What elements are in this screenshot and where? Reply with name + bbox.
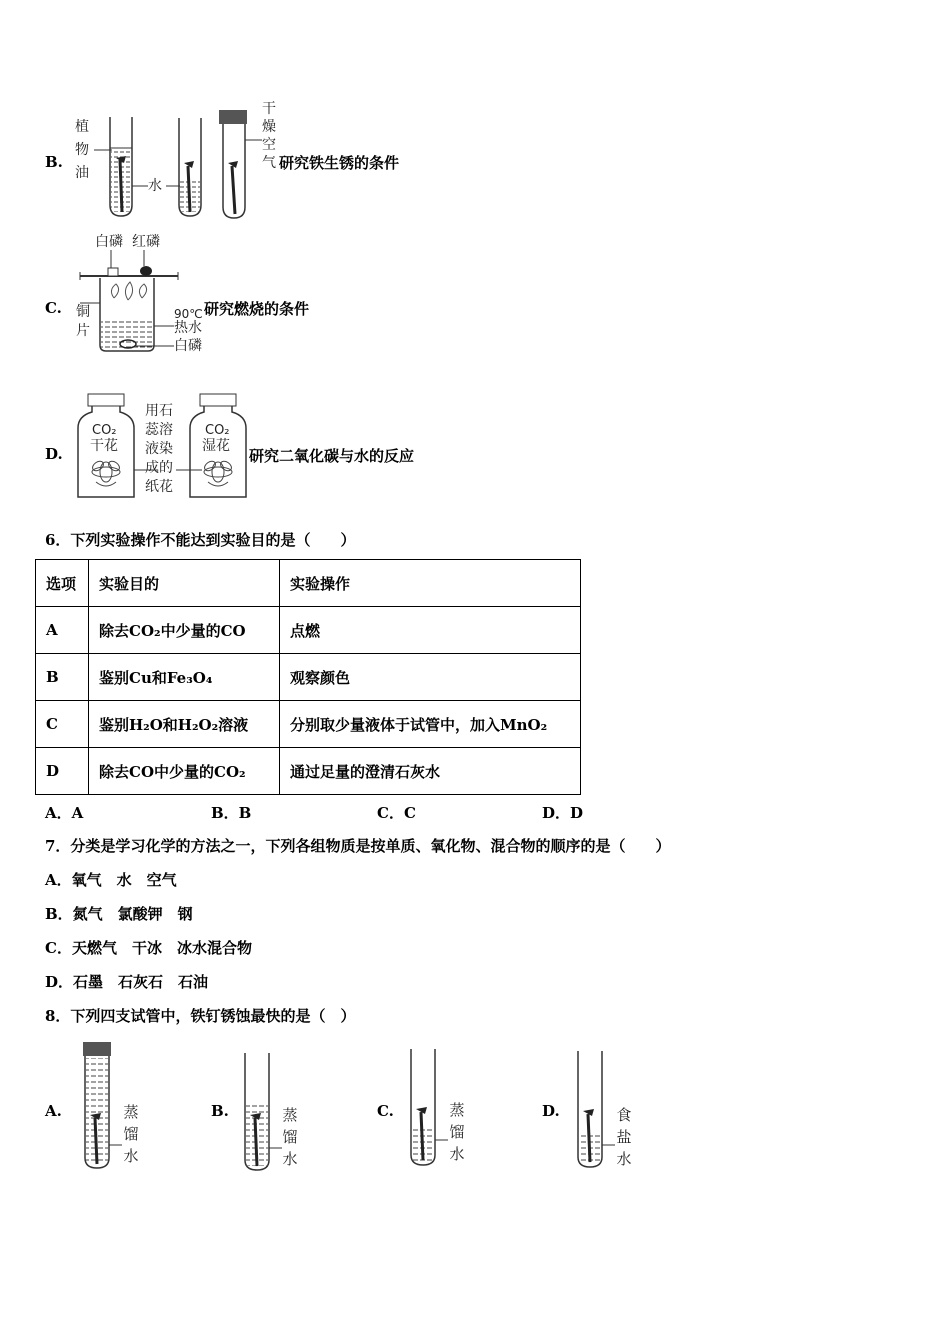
row-goal: 鉴别H₂O和H₂O₂溶液: [89, 701, 280, 748]
question-6-stem: 6．下列实验操作不能达到实验目的是（ ）: [45, 531, 356, 549]
answer-option-c[interactable]: C．C: [377, 804, 416, 822]
answer-option-c[interactable]: C．天燃气 干冰 冰水混合物: [45, 939, 252, 957]
row-operation: 点燃: [280, 607, 581, 654]
litmus-flower-note: 用石 蕊溶 液染 成的 纸花: [145, 403, 173, 495]
white-phosphorus-water-label: 白磷: [174, 338, 202, 354]
option-letter: A.: [45, 1102, 62, 1120]
row-option: B: [36, 654, 89, 701]
answer-option-b[interactable]: B．氮气 氯酸钾 钢: [45, 905, 193, 923]
answer-option-a[interactable]: A．A: [45, 804, 84, 822]
copper-sheet-label: 铜 片: [76, 304, 90, 339]
figure-caption: 研究铁生锈的条件: [279, 154, 400, 172]
row-goal: 鉴别Cu和Fe₃O₄: [89, 654, 280, 701]
row-goal: 除去CO₂中少量的CO: [89, 607, 280, 654]
dry-flower-label: 干花: [90, 438, 118, 454]
header-goal: 实验目的: [89, 560, 280, 607]
row-goal: 除去CO中少量的CO₂: [89, 748, 280, 795]
water-label: 水: [148, 178, 162, 194]
row-option: D: [36, 748, 89, 795]
wet-flower-label: 湿花: [202, 438, 230, 454]
red-phosphorus-label: 红磷: [132, 234, 160, 250]
temperature-label: 90℃: [174, 307, 203, 321]
distilled-water-label: 蒸 馏 水: [282, 1106, 298, 1168]
option-letter: C.: [45, 299, 62, 317]
option-letter: B.: [45, 153, 63, 171]
option-letter: D.: [542, 1102, 560, 1120]
row-option: C: [36, 701, 89, 748]
answer-option-b[interactable]: B．B: [211, 804, 252, 822]
dry-air-label: 干 燥 空 气: [262, 101, 276, 171]
header-option: 选项: [36, 560, 89, 607]
option-letter: B.: [211, 1102, 229, 1120]
option-letter: D.: [45, 445, 63, 463]
co2-label: CO₂: [205, 423, 230, 438]
header-operation: 实验操作: [280, 560, 581, 607]
answer-option-a[interactable]: A．氧气 水 空气: [45, 871, 177, 889]
row-operation: 分别取少量液体于试管中，加入MnO₂: [280, 701, 581, 748]
option-letter: C.: [377, 1102, 394, 1120]
figure-caption: 研究二氧化碳与水的反应: [249, 447, 415, 465]
oil-label: 植 物 油: [75, 119, 89, 181]
salt-water-label: 食 盐 水: [616, 1106, 632, 1168]
question-7-stem: 7．分类是学习化学的方法之一，下列各组物质是按单质、氧化物、混合物的顺序的是（ ）: [45, 837, 671, 855]
question-8-stem: 8．下列四支试管中，铁钉锈蚀最快的是（ ）: [45, 1007, 356, 1025]
distilled-water-label: 蒸 馏 水: [449, 1101, 465, 1163]
figure-caption: 研究燃烧的条件: [204, 300, 310, 318]
row-option: A: [36, 607, 89, 654]
distilled-water-label: 蒸 馏 水: [123, 1103, 139, 1165]
hot-water-label: 热水: [174, 320, 202, 336]
white-phosphorus-label: 白磷: [95, 234, 123, 250]
row-operation: 通过足量的澄清石灰水: [280, 748, 581, 795]
answer-option-d[interactable]: D．石墨 石灰石 石油: [45, 973, 209, 991]
co2-label: CO₂: [92, 423, 117, 438]
answer-option-d[interactable]: D．D: [542, 804, 584, 822]
row-operation: 观察颜色: [280, 654, 581, 701]
